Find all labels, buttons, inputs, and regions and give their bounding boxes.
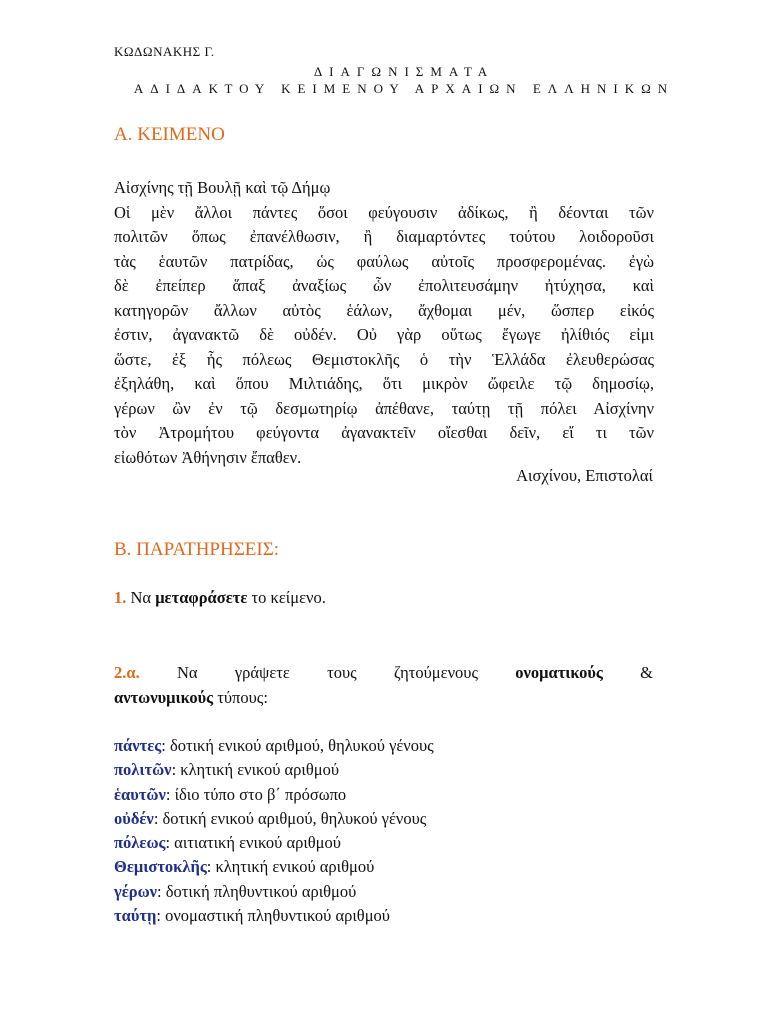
text-line: ἐστιν, ἀγανακτῶ δὲ οὐδέν. Οὐ γὰρ οὕτως ἔγωγε ἠλίθιός εἰμι <box>114 325 654 344</box>
form-description: : ονομαστική πληθυντικού αριθμού <box>156 906 390 926</box>
question-text: Να γράψετε τους ζητούμενους <box>139 663 516 682</box>
form-description: : κλητική ενικού αριθμού <box>206 857 375 877</box>
form-word: πάντες <box>114 736 162 755</box>
form-word: Θεμιστοκλῆς <box>114 857 207 877</box>
question-text: το κείμενο. <box>247 588 326 607</box>
form-item <box>114 807 434 831</box>
ancient-text <box>114 176 654 470</box>
text-line: γέρων ὢν ἐν τῷ δεσμωτηρίῳ ἀπέθανε, ταύτῃ τῇ πόλει Αἰσχίνην <box>114 398 654 418</box>
form-item <box>114 855 434 879</box>
text-line: πολιτῶν ὅπως ἐπανέλθωσιν, ἢ διαμαρτόντες τούτου λοιδοροῦσι <box>114 227 654 246</box>
question-number: 1. <box>114 588 127 607</box>
question-line <box>114 660 653 685</box>
form-item <box>114 758 434 782</box>
question-keyword: αντωνυμικούς <box>114 688 214 707</box>
form-word: πόλεως <box>114 833 166 853</box>
header-title-line1: ΔΙΑΓΩΝΙΣΜΑΤΑ <box>313 64 495 79</box>
text-line: κατηγορῶν ἄλλων αὐτὸς ἑάλων, ἄχθομαι μέν, ὥσπερ εἰκός <box>114 300 654 320</box>
form-word: πολιτῶν <box>114 760 172 780</box>
text-line: Οἱ μὲν ἄλλοι πάντες ὅσοι φεύγουσιν ἀδίκως, ἢ δέονται τῶν <box>114 202 654 222</box>
header-title-line2: ΑΔΙΔΑΚΤΟΥ ΚΕΙΜΕΝΟΥ ΑΡΧΑΙΩΝ ΕΛΛΗΝΙΚΩΝ <box>133 81 675 96</box>
section-a-title: Α. ΚΕΙΜΕΝΟ <box>114 124 225 145</box>
form-word: οὐδέν <box>114 808 154 828</box>
form-item <box>114 783 434 807</box>
form-description: : δοτική ενικού αριθμού, θηλυκού γένους <box>153 808 427 828</box>
text-heading-line: Αἰσχίνης τῇ Βουλῇ καὶ τῷ Δήμῳ <box>114 178 331 197</box>
question-number: 2.α. <box>114 663 140 682</box>
question-line <box>114 685 653 710</box>
form-item <box>114 880 434 904</box>
text-line: τὰς ἑαυτῶν πατρίδας, ὡς φαύλως αὐτοῖς προσφερομένας. ἐγὼ <box>114 251 654 271</box>
text-line: εἰωθότων Ἀθήνησιν ἔπαθεν. <box>114 447 302 467</box>
form-description: : κλητική ενικού αριθμού <box>171 760 340 780</box>
text-line: ὥστε, ἐξ ἧς πόλεως Θεμιστοκλῆς ὁ τὴν Ἑλλάδα ἐλευθερώσας <box>114 349 654 369</box>
text-line: τὸν Ἀτρομήτου φεύγοντα ἀγανακτεῖν οἴεσθαι δεῖν, εἴ τι τῶν <box>114 423 654 442</box>
forms-list <box>114 734 434 928</box>
question-2a <box>114 660 653 710</box>
text-source: Αισχίνου, Επιστολαί <box>516 466 653 485</box>
form-description: : αιτιατική ενικού αριθμού <box>165 833 341 853</box>
text-line: δὲ ἐπείπερ ἅπαξ ἀναξίως ὧν ἐπολιτευσάμην ἠτύχησα, καὶ <box>114 276 654 295</box>
form-item <box>114 904 434 928</box>
form-word: γέρων <box>114 881 158 901</box>
question-text: Να <box>126 588 156 607</box>
form-description: : ίδιο τύπο στο β΄ πρόσωπο <box>165 784 347 804</box>
form-description: : δοτική ενικού αριθμού, θηλυκού γένους <box>161 736 434 755</box>
form-item <box>114 831 434 855</box>
question-keyword: μεταφράσετε <box>155 588 248 607</box>
form-word: ταύτῃ <box>114 906 157 926</box>
form-description: : δοτική πληθυντικού αριθμού <box>157 881 357 901</box>
question-text: & <box>602 663 653 682</box>
section-b-title: Β. ΠΑΡΑΤΗΡΗΣΕΙΣ: <box>114 539 280 560</box>
form-item <box>114 734 434 758</box>
author-name: ΚΩΔΩΝΑΚΗΣ Γ. <box>114 44 215 59</box>
form-word: ἑαυτῶν <box>114 784 166 804</box>
question-keyword: ονοματικούς <box>515 663 603 682</box>
text-line: ἐξηλάθη, καὶ ὅπου Μιλτιάδης, ὅτι μικρὸν ὤφειλε τῷ δημοσίῳ, <box>114 374 654 393</box>
question-1 <box>114 588 326 608</box>
question-text: τύπους: <box>213 688 268 707</box>
